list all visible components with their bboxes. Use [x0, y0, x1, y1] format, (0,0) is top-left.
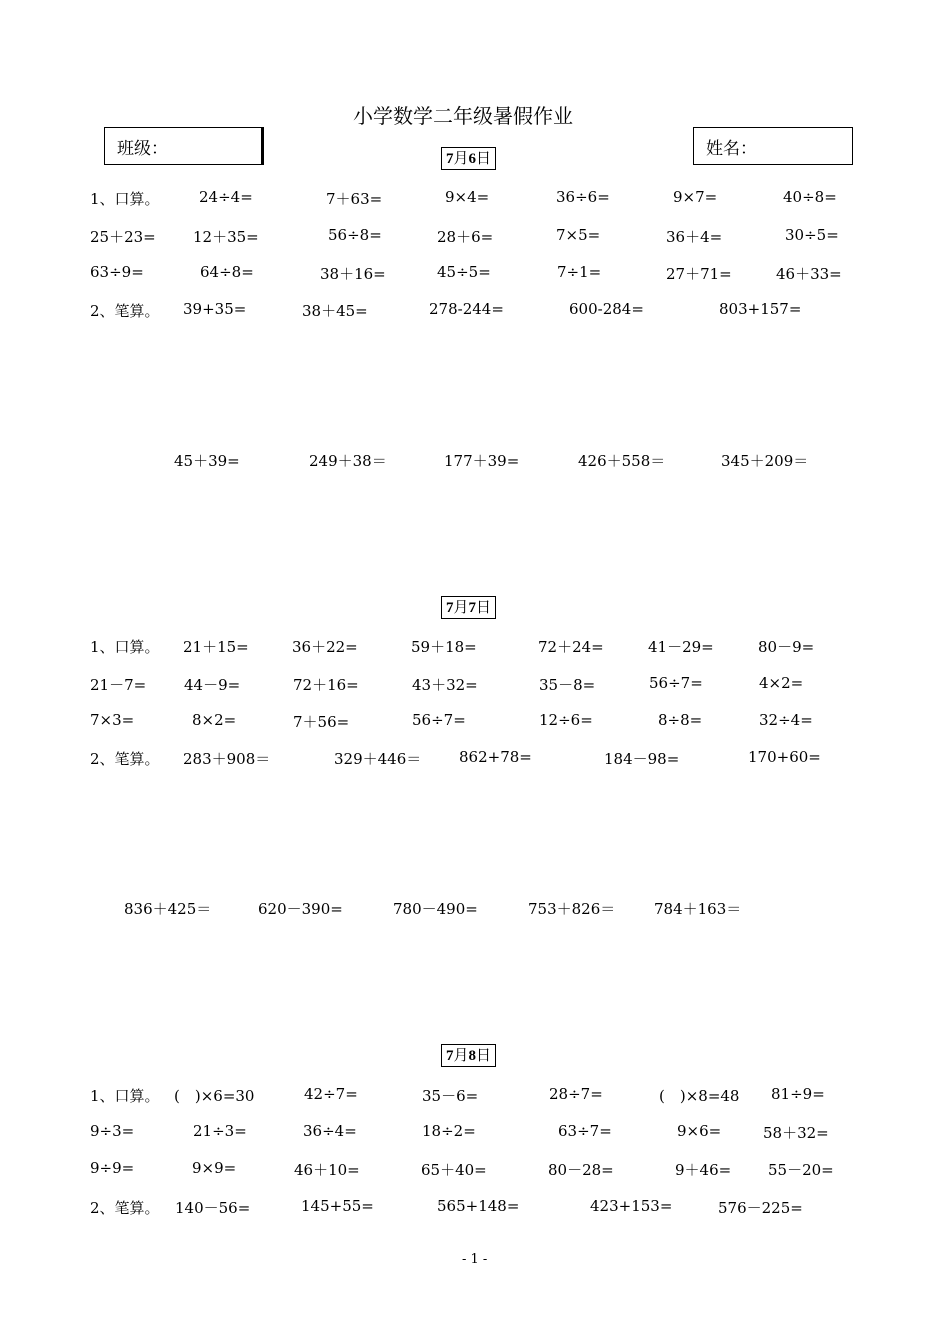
- name-label: 姓名：: [706, 139, 757, 159]
- problem: 753＋826＝: [528, 900, 616, 918]
- problem: 63÷9=: [90, 263, 144, 281]
- date-header-jul8: 7月8日: [441, 1044, 496, 1067]
- section-label: 2、笔算。: [90, 1199, 160, 1217]
- problem: 56÷7=: [649, 674, 703, 692]
- problem: 38＋45=: [302, 302, 368, 320]
- class-field[interactable]: [104, 127, 264, 165]
- problem: 80－28=: [548, 1161, 614, 1179]
- section-label: 1、口算。: [90, 638, 160, 656]
- problem: 345＋209＝: [721, 452, 809, 470]
- problem: 8×2=: [192, 711, 237, 729]
- problem: 7÷1=: [557, 263, 602, 281]
- problem: 836＋425＝: [124, 900, 212, 918]
- problem: 64÷8=: [200, 263, 254, 281]
- problem: 39+35=: [183, 300, 247, 318]
- problem: 72＋24=: [538, 638, 604, 656]
- problem: 423+153=: [590, 1197, 673, 1215]
- problem: 145+55=: [301, 1197, 374, 1215]
- problem: 42÷7=: [304, 1085, 358, 1103]
- problem: 36＋4=: [666, 228, 723, 246]
- problem: 28÷7=: [549, 1085, 603, 1103]
- problem: 184－98=: [604, 750, 680, 768]
- problem: 140－56=: [175, 1199, 251, 1217]
- problem: 426＋558＝: [578, 452, 666, 470]
- problem: 21＋15=: [183, 638, 249, 656]
- problem: 56÷8=: [328, 226, 382, 244]
- problem: 21÷3=: [193, 1122, 247, 1140]
- problem: 9×4=: [445, 188, 490, 206]
- problem: 620－390=: [258, 900, 343, 918]
- problem: 28＋6=: [437, 228, 494, 246]
- section-label: 1、口算。: [90, 1087, 160, 1105]
- problem: 32÷4=: [759, 711, 813, 729]
- problem: 81÷9=: [771, 1085, 825, 1103]
- problem: 278-244=: [429, 300, 504, 318]
- name-field[interactable]: [693, 127, 853, 165]
- problem: 9×7=: [673, 188, 718, 206]
- section-label: 1、口算。: [90, 190, 160, 208]
- date-header-jul7: 7月7日: [441, 596, 496, 619]
- problem: 249＋38＝: [309, 452, 387, 470]
- problem: 72＋16=: [293, 676, 359, 694]
- section-label: 2、笔算。: [90, 302, 160, 320]
- problem: 9÷3=: [90, 1122, 135, 1140]
- problem: 58＋32=: [763, 1124, 829, 1142]
- problem: 35－6=: [422, 1087, 479, 1105]
- problem: 38＋16=: [320, 265, 386, 283]
- problem: 8÷8=: [658, 711, 703, 729]
- problem: 12＋35=: [193, 228, 259, 246]
- problem: 56÷7=: [412, 711, 466, 729]
- problem: 27＋71=: [666, 265, 732, 283]
- problem: 35－8=: [539, 676, 596, 694]
- problem: 576－225=: [718, 1199, 803, 1217]
- problem: 600-284=: [569, 300, 644, 318]
- problem: 565+148=: [437, 1197, 520, 1215]
- problem: 170+60=: [748, 748, 821, 766]
- section-label: 2、笔算。: [90, 750, 160, 768]
- problem: 41－29=: [648, 638, 714, 656]
- problem: 18÷2=: [422, 1122, 476, 1140]
- problem: 862+78=: [459, 748, 532, 766]
- problem: 7＋63=: [326, 190, 383, 208]
- problem: 80－9=: [758, 638, 815, 656]
- problem: 36＋22=: [292, 638, 358, 656]
- date-header-jul6: 7月6日: [441, 147, 496, 170]
- problem: 784＋163＝: [654, 900, 742, 918]
- problem: 43＋32=: [412, 676, 478, 694]
- problem: 7＋56=: [293, 713, 350, 731]
- problem: 7×5=: [556, 226, 601, 244]
- problem: 25＋23=: [90, 228, 156, 246]
- problem: 7×3=: [90, 711, 135, 729]
- problem: 36÷6=: [556, 188, 610, 206]
- problem: 9×9=: [192, 1159, 237, 1177]
- problem: 780－490=: [393, 900, 478, 918]
- problem: ( )×6=30: [174, 1087, 255, 1105]
- problem: 46＋10=: [294, 1161, 360, 1179]
- problem: ( )×8=48: [659, 1087, 740, 1105]
- problem: 45÷5=: [437, 263, 491, 281]
- page-number: - 1 -: [462, 1252, 488, 1267]
- problem: 12÷6=: [539, 711, 593, 729]
- problem: 9÷9=: [90, 1159, 135, 1177]
- problem: 36÷4=: [303, 1122, 357, 1140]
- problem: 177＋39=: [444, 452, 520, 470]
- problem: 9×6=: [677, 1122, 722, 1140]
- problem: 21－7=: [90, 676, 147, 694]
- problem: 9＋46=: [675, 1161, 732, 1179]
- problem: 4×2=: [759, 674, 804, 692]
- problem: 59＋18=: [411, 638, 477, 656]
- problem: 803+157=: [719, 300, 802, 318]
- problem: 63÷7=: [558, 1122, 612, 1140]
- problem: 44－9=: [184, 676, 241, 694]
- problem: 283＋908＝: [183, 750, 271, 768]
- page-title: 小学数学二年级暑假作业: [353, 104, 573, 128]
- problem: 65＋40=: [421, 1161, 487, 1179]
- problem: 40÷8=: [783, 188, 837, 206]
- problem: 55－20=: [768, 1161, 834, 1179]
- problem: 329＋446＝: [334, 750, 422, 768]
- problem: 45＋39=: [174, 452, 240, 470]
- class-label: 班级：: [117, 139, 168, 159]
- problem: 46＋33=: [776, 265, 842, 283]
- problem: 30÷5=: [785, 226, 839, 244]
- problem: 24÷4=: [199, 188, 253, 206]
